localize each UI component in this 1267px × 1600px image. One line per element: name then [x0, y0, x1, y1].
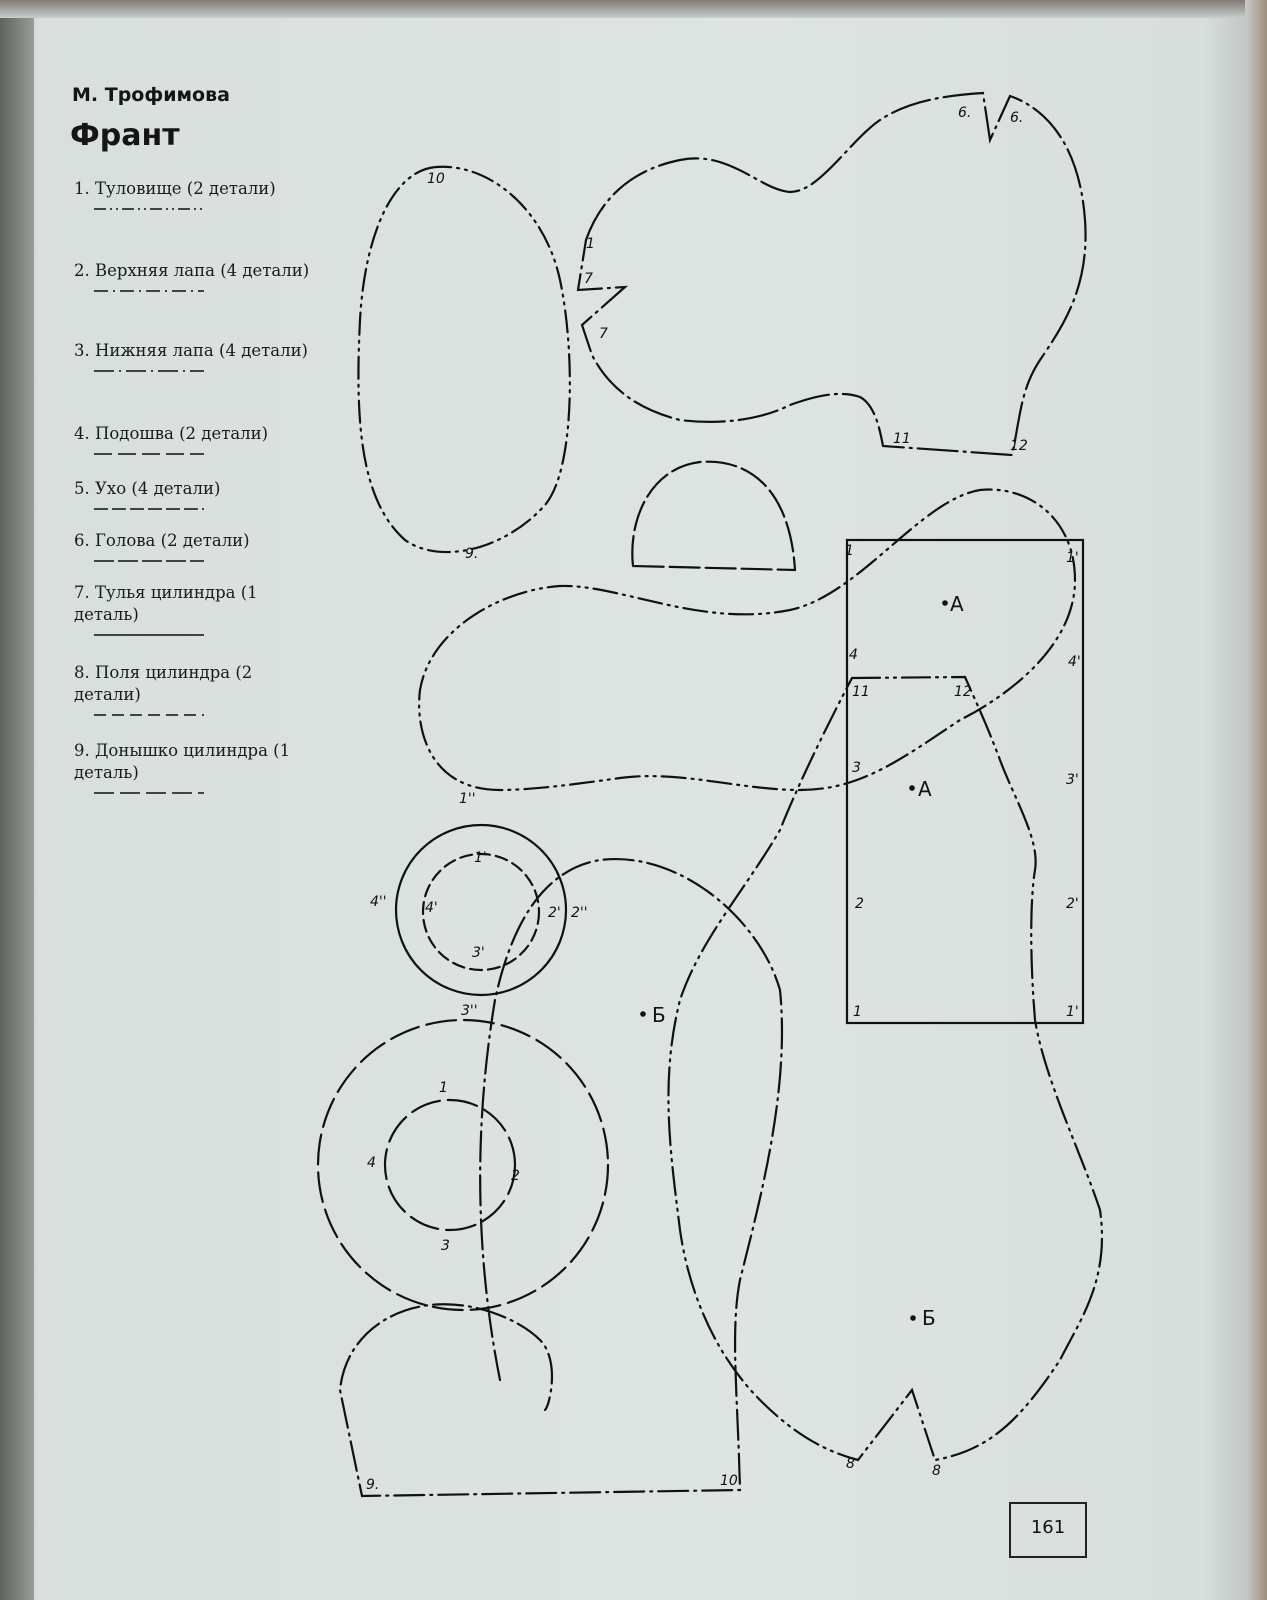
- label-ring1-1pp: 1'': [459, 791, 476, 807]
- legend-item-label: 5. Ухо (4 детали): [74, 479, 221, 498]
- label-head-7b: 7: [599, 326, 608, 342]
- label-rect-2a: 2: [855, 896, 864, 912]
- pattern-labels: [366, 105, 1081, 1493]
- label-ring2-2: 2: [511, 1168, 520, 1184]
- label-rect-4a: 4: [849, 647, 858, 663]
- label-rect-1d: 1': [1066, 1004, 1079, 1020]
- label-foot-10: 10: [720, 1473, 738, 1489]
- label-head-1: 1: [586, 236, 595, 252]
- pattern-oval-outline: [358, 167, 569, 552]
- legend-item-label: 2. Верхняя лапа (4 детали): [74, 261, 310, 280]
- center-dot: [942, 600, 948, 606]
- label-mark-B2: Б: [922, 1306, 936, 1330]
- label-rect-12: 12: [954, 684, 972, 700]
- center-dot: [640, 1011, 646, 1017]
- label-head-11: 11: [893, 431, 911, 447]
- center-marks: [640, 600, 948, 1321]
- label-head-7a: 7: [584, 271, 593, 287]
- legend-item-label: 4. Подошва (2 детали): [74, 424, 269, 443]
- label-ring1-2p: 2': [548, 905, 561, 921]
- legend-item-label: 6. Голова (2 детали): [74, 531, 250, 550]
- pattern-body-outline: [419, 490, 1075, 790]
- label-ring1-1p: 1': [474, 850, 487, 866]
- legend-item-label: 8. Поля цилиндра (2 детали): [74, 663, 253, 704]
- label-head-6b: 6.: [1010, 110, 1024, 126]
- legend-item-label: 1. Туловище (2 детали): [74, 179, 276, 198]
- pattern-ear-outline: [632, 462, 795, 570]
- label-head-6a: 6.: [958, 105, 972, 121]
- label-foot-8a: 8: [846, 1456, 855, 1472]
- label-rect-3b: 3': [1066, 772, 1079, 788]
- legend-item-label: 9. Донышко цилиндра (1 деталь): [74, 741, 291, 782]
- pattern-torso-outline: [668, 677, 1102, 1460]
- label-mark-B1: Б: [652, 1003, 666, 1027]
- pattern-head-outline: [578, 93, 1086, 455]
- label-ring1-2pp: 2'': [571, 905, 588, 921]
- center-dot: [910, 1315, 916, 1321]
- pattern-ring2-inner: [385, 1100, 515, 1230]
- label-ring1-3pp: 3'': [461, 1003, 478, 1019]
- label-rect-1a: 1: [845, 543, 854, 559]
- label-head-12: 12: [1010, 438, 1028, 454]
- center-dot: [909, 785, 915, 791]
- pattern-rectangle: [847, 540, 1083, 1023]
- label-rect-4b: 4': [1068, 654, 1081, 670]
- label-ring2-1: 1: [439, 1080, 448, 1096]
- label-rect-2b: 2': [1066, 896, 1079, 912]
- label-mark-A1: A: [950, 592, 964, 616]
- page-title: Франт: [70, 118, 180, 153]
- label-rect-3a: 3: [852, 760, 861, 776]
- label-ring2-3: 3: [441, 1238, 450, 1254]
- page-number: 161: [1030, 1517, 1066, 1538]
- label-rect-1c: 1: [853, 1004, 862, 1020]
- label-ring2-4: 4: [367, 1155, 376, 1171]
- label-oval-9: 9.: [465, 546, 479, 562]
- legend-item-label: 3. Нижняя лапа (4 детали): [74, 341, 308, 360]
- label-rect-11: 11: [852, 684, 870, 700]
- pattern-leg-outline: [340, 859, 782, 1496]
- label-ring1-4p: 4': [425, 900, 438, 916]
- pattern-ring2-outer: [318, 1020, 608, 1310]
- label-ring1-4pp: 4'': [370, 894, 387, 910]
- author-name: М. Трофимова: [72, 84, 230, 106]
- legend-item-label: 7. Тулья цилиндра (1 деталь): [74, 583, 258, 624]
- label-foot-8b: 8: [932, 1463, 941, 1479]
- label-oval-10: 10: [427, 171, 445, 187]
- label-foot-9: 9.: [366, 1477, 380, 1493]
- label-rect-1b: 1': [1066, 550, 1079, 566]
- label-ring1-3p: 3': [472, 945, 485, 961]
- label-mark-A2: A: [918, 777, 932, 801]
